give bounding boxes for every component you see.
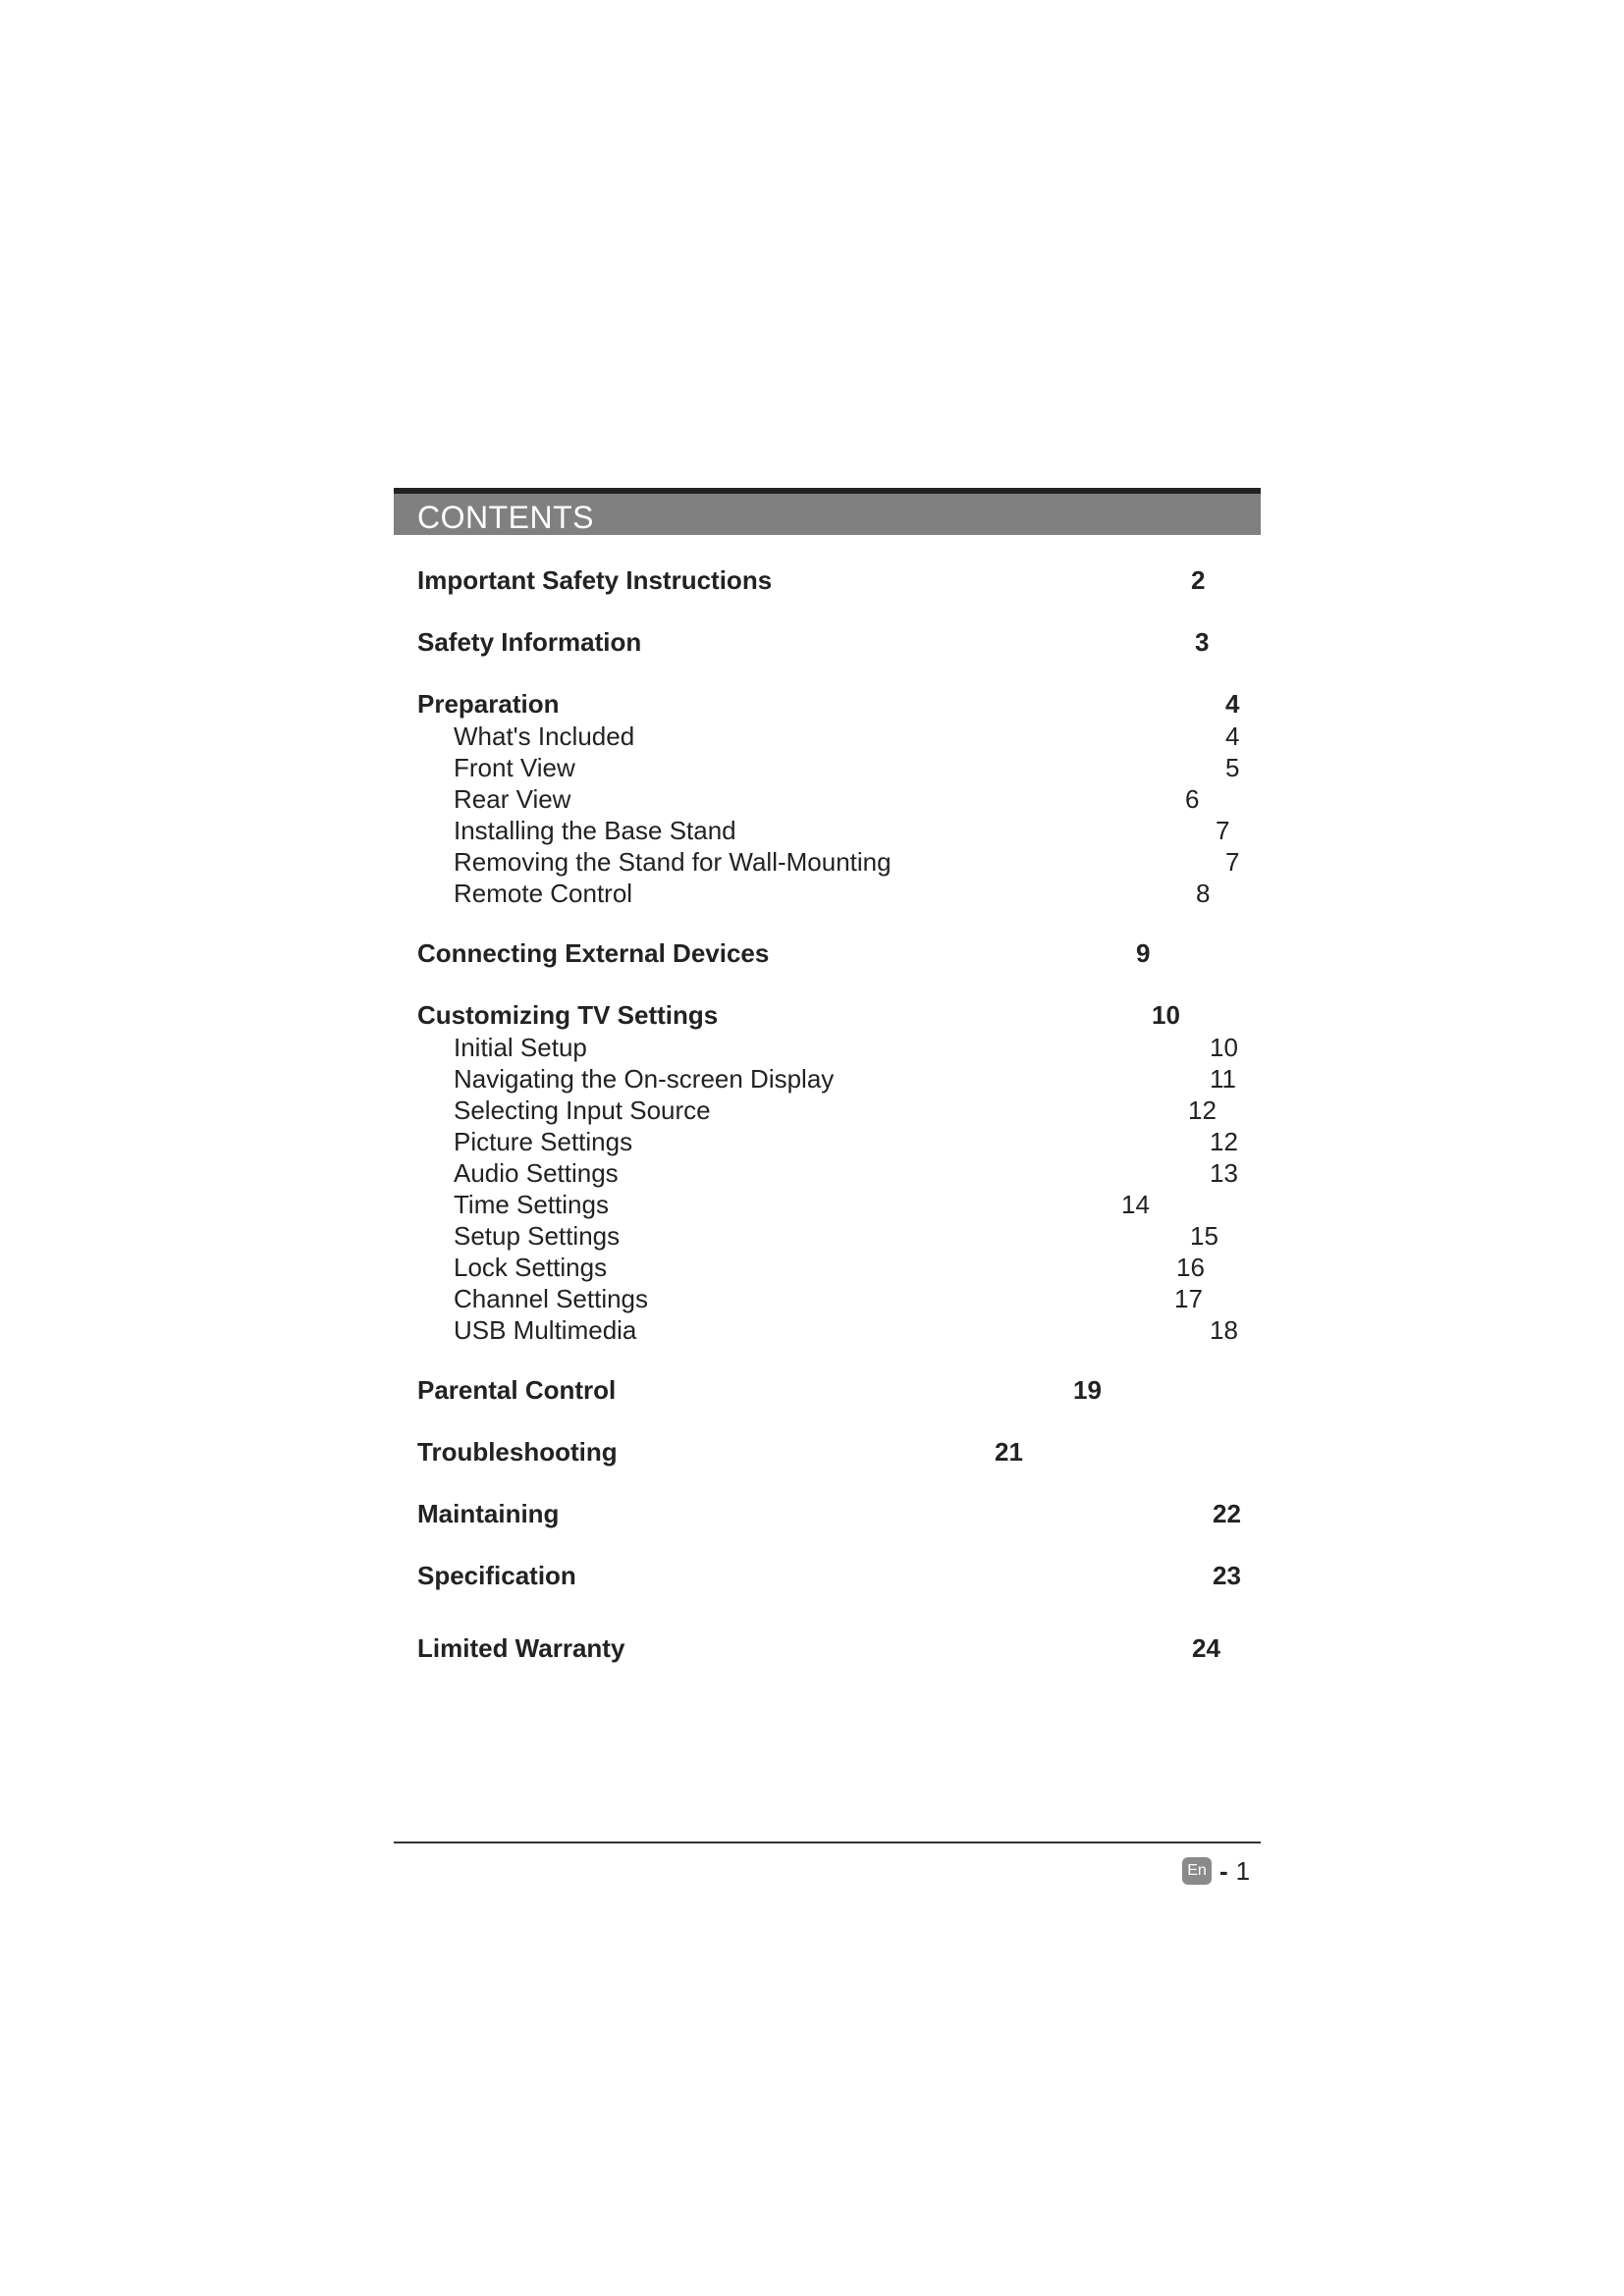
toc-subentry-label: Removing the Stand for Wall-Mounting bbox=[454, 847, 892, 877]
toc-entry-label: Troubleshooting bbox=[417, 1437, 618, 1467]
toc-entry-page: 10 bbox=[1152, 1000, 1180, 1030]
toc-subentry-label: Picture Settings bbox=[454, 1127, 633, 1156]
toc-subentry-label: USB Multimedia bbox=[454, 1315, 637, 1345]
toc-subentry-page: 18 bbox=[1210, 1315, 1238, 1345]
toc-subentry-page: 4 bbox=[1225, 721, 1240, 751]
toc-entry-page: 9 bbox=[1136, 938, 1151, 968]
toc-entry-label: Limited Warranty bbox=[417, 1633, 625, 1663]
toc-entry-page: 2 bbox=[1191, 565, 1206, 595]
toc-entry-label: Specification bbox=[417, 1561, 576, 1590]
toc-subentry-label: Initial Setup bbox=[454, 1033, 587, 1062]
toc-subentry-label: Front View bbox=[454, 753, 575, 782]
toc-subentry-page: 17 bbox=[1174, 1284, 1203, 1313]
toc-subentry-label: Rear View bbox=[454, 784, 571, 814]
toc-subentry-label: Lock Settings bbox=[454, 1253, 608, 1282]
language-badge: En bbox=[1182, 1857, 1212, 1885]
toc-entry-label: Maintaining bbox=[417, 1499, 560, 1528]
toc-entry-page: 19 bbox=[1073, 1375, 1102, 1405]
toc-subentry-page: 13 bbox=[1210, 1158, 1238, 1188]
toc-entry-page: 21 bbox=[995, 1437, 1023, 1467]
toc-subentry-page: 14 bbox=[1121, 1190, 1150, 1219]
contents-title: CONTENTS bbox=[417, 500, 594, 535]
toc-subentry-page: 16 bbox=[1176, 1253, 1205, 1282]
toc-entry-page: 22 bbox=[1213, 1499, 1241, 1528]
toc-subentry-label: Selecting Input Source bbox=[454, 1095, 711, 1125]
toc-entry-page: 23 bbox=[1213, 1561, 1241, 1590]
toc-subentry-page: 6 bbox=[1185, 784, 1200, 814]
toc-subentry-label: Audio Settings bbox=[454, 1158, 619, 1188]
toc-entry-page: 4 bbox=[1225, 689, 1240, 719]
page-footer bbox=[1182, 1855, 1250, 1887]
page-number: 1 bbox=[1235, 1856, 1251, 1886]
toc-subentry-label: Time Settings bbox=[454, 1190, 609, 1219]
contents-header-bar bbox=[394, 488, 1261, 535]
toc-subentry-page: 7 bbox=[1216, 816, 1230, 845]
toc-subentry-label: What's Included bbox=[454, 721, 635, 751]
toc-subentry-page: 8 bbox=[1196, 879, 1211, 908]
toc-subentry-page: 12 bbox=[1210, 1127, 1238, 1156]
footer-separator: - bbox=[1219, 1856, 1228, 1886]
toc-subentry-page: 15 bbox=[1190, 1221, 1218, 1251]
toc-entry-label: Preparation bbox=[417, 689, 560, 719]
toc-subentry-page: 7 bbox=[1225, 847, 1240, 877]
toc-subentry-page: 11 bbox=[1210, 1064, 1236, 1094]
footer-rule bbox=[394, 1842, 1261, 1843]
toc-entry-label: Important Safety Instructions bbox=[417, 565, 773, 595]
toc-subentry-page: 12 bbox=[1188, 1095, 1217, 1125]
toc-entry-label: Customizing TV Settings bbox=[417, 1000, 719, 1030]
toc-subentry-label: Navigating the On-screen Display bbox=[454, 1064, 835, 1094]
toc-entry-label: Safety Information bbox=[417, 627, 642, 657]
toc-subentry-label: Remote Control bbox=[454, 879, 633, 908]
toc-subentry-label: Channel Settings bbox=[454, 1284, 649, 1313]
toc-subentry-page: 5 bbox=[1225, 753, 1240, 782]
toc-entry-page: 24 bbox=[1192, 1633, 1220, 1663]
toc-entry-label: Parental Control bbox=[417, 1375, 617, 1405]
toc-subentry-label: Setup Settings bbox=[454, 1221, 621, 1251]
toc-subentry-label: Installing the Base Stand bbox=[454, 816, 736, 845]
toc-entry-label: Connecting External Devices bbox=[417, 938, 770, 968]
toc-entry-page: 3 bbox=[1195, 627, 1210, 657]
toc-subentry-page: 10 bbox=[1210, 1033, 1238, 1062]
